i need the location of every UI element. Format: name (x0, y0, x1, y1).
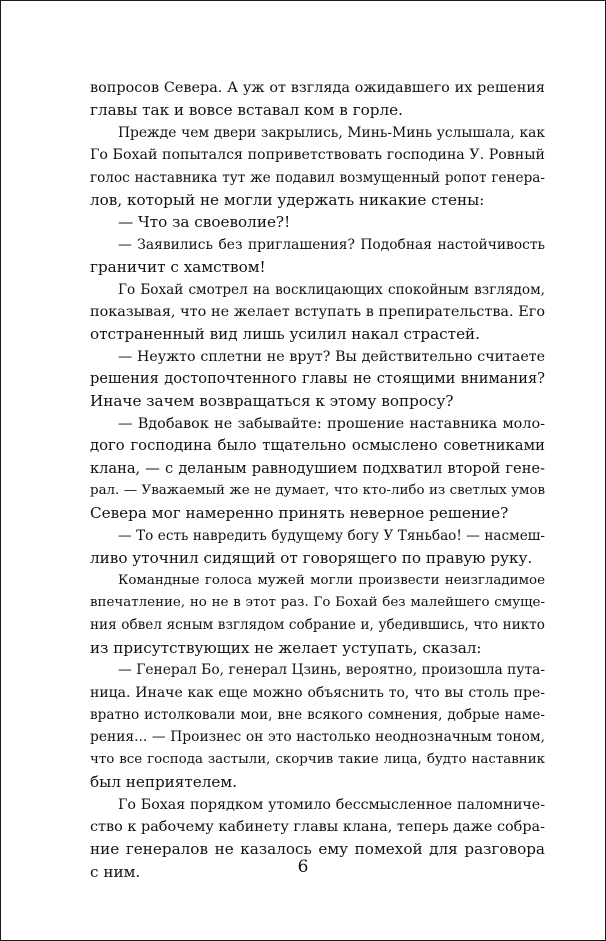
text-line: — Вдобавок не забывайте: прошение наставника моло- (118, 415, 545, 432)
text-line: что все господа застыли, скорчив такие лица, будто наставник (90, 751, 545, 767)
text-line: — То есть навредить будущему богу У Тяньбао! — насмеш- (118, 527, 545, 544)
text-line: с ним. (90, 862, 141, 881)
body-text (90, 77, 545, 883)
text-line: Го Бохая порядком утомило бессмысленное паломниче- (118, 796, 545, 813)
text-line: дого господина было тщательно осмыслено советниками (90, 437, 545, 455)
text-line: был неприятелем. (90, 773, 238, 792)
text-line: показывая, что не желает вступать в препирательства. Его (90, 303, 545, 320)
text-line: ливо уточнил сидящий от говорящего по правую руку. (90, 549, 533, 568)
text-line: лов, который не могли удержать никакие стены: (90, 190, 485, 209)
text-line: ние генералов не казалось ему помехой для разговора (90, 840, 545, 859)
text-line: Го Бохай смотрел на восклицающих спокойным взглядом, (118, 281, 545, 298)
text-line: Прежде чем двери закрылись, Минь-Минь услышала, как (118, 124, 545, 141)
text-line: Го Бохай попытался поприветствовать господина У. Ровный (90, 147, 545, 164)
text-line: — Что за своеволие?! (118, 213, 291, 232)
text-line: Севера мог намеренно принять неверное решение? (90, 504, 509, 523)
text-line: — Заявились без приглашения? Подобная настойчивость (118, 236, 545, 253)
text-line: рал. — Уважаемый же не думает, что кто-либо из светлых умов (90, 483, 545, 499)
text-line: ство к рабочему кабинету главы клана, теперь даже собра- (90, 818, 545, 835)
text-line: вопросов Севера. А уж от взгляда ожидавшего их решения (90, 80, 545, 96)
text-line: решения достопочтенного главы не стоящими внимания? (90, 370, 545, 388)
text-line: отстраненный вид лишь усилил накал страстей. (90, 325, 481, 344)
text-line: граничит с хамством! (90, 258, 266, 277)
text-line: вратно истолковали мои, вне всякого сомнения, добрые наме- (90, 706, 545, 723)
text-line: главы так и вовсе вставал ком в горле. (90, 101, 403, 120)
text-line: Иначе зачем возвращаться к этому вопросу? (90, 392, 454, 411)
text-line: из присутствующих не желает уступать, сказал: (90, 638, 482, 657)
text-line: рения... — Произнес он это настолько неоднозначным тоном, (90, 729, 545, 746)
text-line: ница. Иначе как еще можно объяснить то, что вы столь пре- (90, 684, 545, 701)
text-line: Командные голоса мужей могли произвести неизгладимое (118, 572, 545, 588)
text-line: ния обвел ясным взглядом собрание и, убедившись, что никто (90, 617, 545, 634)
text-line: впечатление, но не в этот раз. Го Бохай без малейшего смуще- (90, 594, 545, 610)
text-line: голос наставника тут же подавил возмущенный ропот генера- (90, 169, 545, 186)
text-line: — Генерал Бо, генерал Цзинь, вероятно, произошла пута- (118, 662, 545, 679)
text-line: клана, — с деланым равнодушием подхватил второй генe- (90, 459, 545, 477)
page-number: 6 (297, 857, 309, 877)
text-line: — Неужто сплетни не врут? Вы действительно считаете (118, 348, 545, 365)
